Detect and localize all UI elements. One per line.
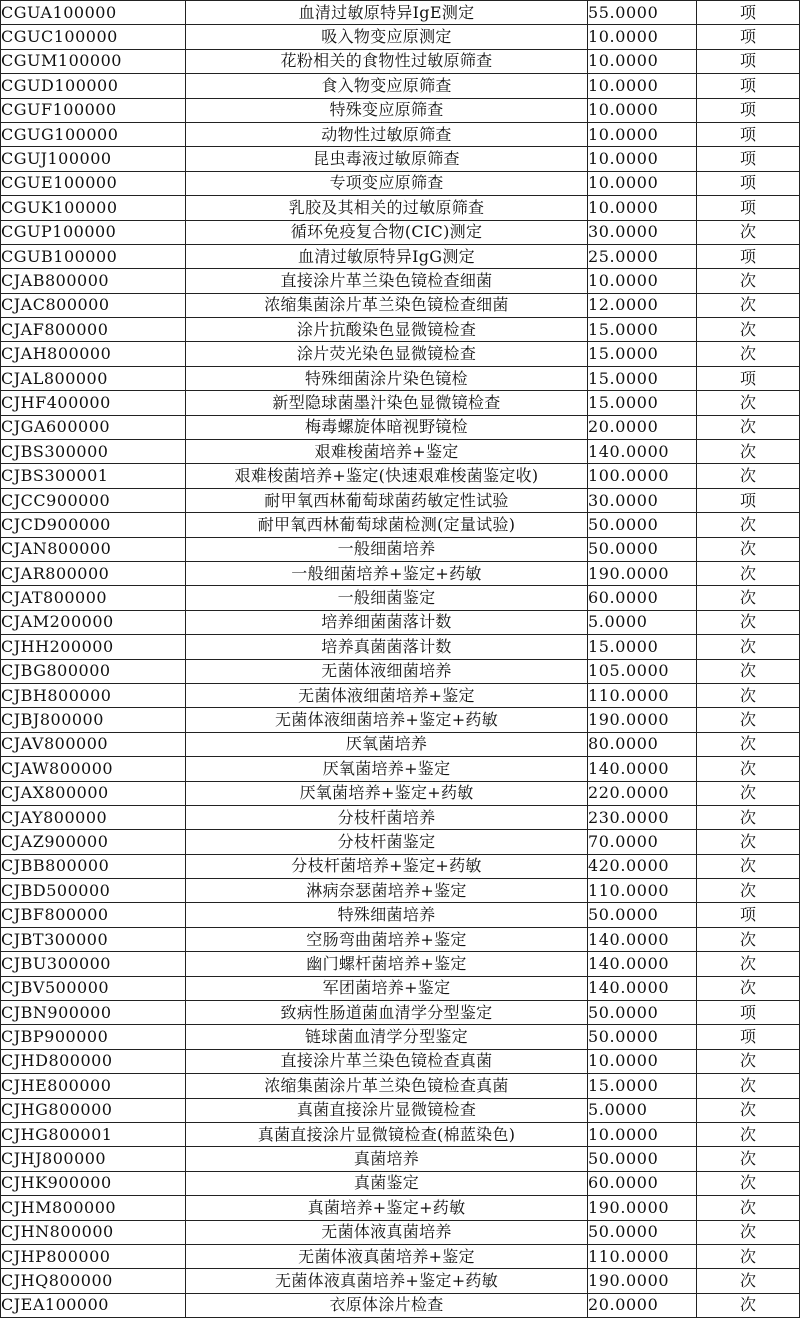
item-code: CJAT800000 — [1, 586, 186, 610]
item-code: CJHM800000 — [1, 1196, 186, 1220]
table-row — [1, 1147, 800, 1171]
item-price: 30.0000 — [588, 488, 697, 512]
table-row — [1, 171, 800, 195]
table-row — [1, 464, 800, 488]
item-code: CJHE800000 — [1, 1074, 186, 1098]
item-name: 真菌培养+鉴定+药敏 — [186, 1196, 588, 1220]
table-row — [1, 1220, 800, 1244]
item-price: 230.0000 — [588, 805, 697, 829]
item-name: 直接涂片革兰染色镜检查细菌 — [186, 269, 588, 293]
item-name: 培养真菌菌落计数 — [186, 635, 588, 659]
item-unit: 项 — [697, 25, 800, 49]
item-price: 15.0000 — [588, 366, 697, 390]
item-name: 特殊细菌涂片染色镜检 — [186, 366, 588, 390]
item-code: CGUF100000 — [1, 98, 186, 122]
item-price: 220.0000 — [588, 781, 697, 805]
table-row — [1, 879, 800, 903]
table-row — [1, 415, 800, 439]
item-unit: 次 — [697, 1171, 800, 1195]
item-code: CJHH200000 — [1, 635, 186, 659]
item-price: 10.0000 — [588, 171, 697, 195]
item-price: 60.0000 — [588, 586, 697, 610]
item-unit: 项 — [697, 74, 800, 98]
item-unit: 项 — [697, 366, 800, 390]
item-price: 80.0000 — [588, 732, 697, 756]
item-name: 专项变应原筛查 — [186, 171, 588, 195]
item-code: CJHG800001 — [1, 1122, 186, 1146]
item-code: CJAW800000 — [1, 757, 186, 781]
item-unit: 次 — [697, 854, 800, 878]
table-row — [1, 1098, 800, 1122]
table-row — [1, 561, 800, 585]
item-unit: 次 — [697, 1049, 800, 1073]
item-name: 幽门螺杆菌培养+鉴定 — [186, 952, 588, 976]
item-name: 无菌体液细菌培养+鉴定 — [186, 683, 588, 707]
item-code: CJHQ800000 — [1, 1269, 186, 1293]
item-price: 12.0000 — [588, 293, 697, 317]
item-unit: 次 — [697, 537, 800, 561]
item-name: 无菌体液真菌培养 — [186, 1220, 588, 1244]
item-name: 培养细菌菌落计数 — [186, 610, 588, 634]
item-price: 140.0000 — [588, 440, 697, 464]
table-row — [1, 269, 800, 293]
item-code: CJAF800000 — [1, 318, 186, 342]
item-unit: 项 — [697, 147, 800, 171]
item-price: 50.0000 — [588, 1001, 697, 1025]
item-unit: 项 — [697, 1, 800, 25]
table-row — [1, 122, 800, 146]
table-row — [1, 927, 800, 951]
item-name: 淋病奈瑟菌培养+鉴定 — [186, 879, 588, 903]
item-price: 140.0000 — [588, 952, 697, 976]
item-price: 105.0000 — [588, 659, 697, 683]
item-price: 190.0000 — [588, 561, 697, 585]
item-name: 一般细菌培养+鉴定+药敏 — [186, 561, 588, 585]
item-code: CJBS300000 — [1, 440, 186, 464]
item-price: 10.0000 — [588, 147, 697, 171]
item-unit: 项 — [697, 1001, 800, 1025]
item-price: 10.0000 — [588, 1049, 697, 1073]
item-name: 食入物变应原筛查 — [186, 74, 588, 98]
item-name: 浓缩集菌涂片革兰染色镜检查细菌 — [186, 293, 588, 317]
item-unit: 次 — [697, 561, 800, 585]
table-row — [1, 25, 800, 49]
item-unit: 次 — [697, 1147, 800, 1171]
item-price: 55.0000 — [588, 1, 697, 25]
item-code: CJBV500000 — [1, 976, 186, 1000]
item-code: CJAB800000 — [1, 269, 186, 293]
item-name: 军团菌培养+鉴定 — [186, 976, 588, 1000]
item-code: CGUC100000 — [1, 25, 186, 49]
table-row — [1, 293, 800, 317]
item-name: 耐甲氧西林葡萄球菌检测(定量试验) — [186, 513, 588, 537]
item-price: 5.0000 — [588, 1098, 697, 1122]
item-name: 真菌培养 — [186, 1147, 588, 1171]
item-code: CJHF400000 — [1, 391, 186, 415]
item-price: 50.0000 — [588, 903, 697, 927]
item-unit: 次 — [697, 269, 800, 293]
item-price: 15.0000 — [588, 318, 697, 342]
item-price: 50.0000 — [588, 1025, 697, 1049]
item-name: 分枝杆菌培养 — [186, 805, 588, 829]
table-row — [1, 1, 800, 25]
item-price: 15.0000 — [588, 391, 697, 415]
item-unit: 次 — [697, 342, 800, 366]
item-code: CJAY800000 — [1, 805, 186, 829]
table-row — [1, 342, 800, 366]
table-row — [1, 610, 800, 634]
item-name: 链球菌血清学分型鉴定 — [186, 1025, 588, 1049]
item-code: CJEA100000 — [1, 1293, 186, 1317]
item-unit: 次 — [697, 952, 800, 976]
table-row — [1, 830, 800, 854]
item-code: CJBD500000 — [1, 879, 186, 903]
item-code: CGUJ100000 — [1, 147, 186, 171]
item-code: CJAZ900000 — [1, 830, 186, 854]
item-price: 10.0000 — [588, 25, 697, 49]
item-unit: 次 — [697, 1098, 800, 1122]
item-code: CGUP100000 — [1, 220, 186, 244]
item-code: CGUE100000 — [1, 171, 186, 195]
table-row — [1, 1171, 800, 1195]
item-code: CJAM200000 — [1, 610, 186, 634]
item-code: CJAL800000 — [1, 366, 186, 390]
table-row — [1, 1001, 800, 1025]
item-name: 新型隐球菌墨汁染色显微镜检查 — [186, 391, 588, 415]
item-name: 艰难梭菌培养+鉴定 — [186, 440, 588, 464]
item-price: 10.0000 — [588, 269, 697, 293]
item-unit: 次 — [697, 830, 800, 854]
table-row — [1, 1244, 800, 1268]
item-unit: 次 — [697, 879, 800, 903]
item-price: 100.0000 — [588, 464, 697, 488]
item-price: 190.0000 — [588, 708, 697, 732]
item-price: 190.0000 — [588, 1196, 697, 1220]
item-code: CJGA600000 — [1, 415, 186, 439]
item-price: 190.0000 — [588, 1269, 697, 1293]
item-unit: 次 — [697, 586, 800, 610]
table-row — [1, 1049, 800, 1073]
table-row — [1, 74, 800, 98]
item-code: CGUD100000 — [1, 74, 186, 98]
item-code: CGUA100000 — [1, 1, 186, 25]
item-price: 70.0000 — [588, 830, 697, 854]
item-name: 梅毒螺旋体暗视野镜检 — [186, 415, 588, 439]
item-name: 血清过敏原特异IgG测定 — [186, 244, 588, 268]
table-row — [1, 1196, 800, 1220]
item-price: 50.0000 — [588, 513, 697, 537]
table-row — [1, 391, 800, 415]
item-price: 25.0000 — [588, 244, 697, 268]
item-price: 140.0000 — [588, 757, 697, 781]
item-name: 浓缩集菌涂片革兰染色镜检查真菌 — [186, 1074, 588, 1098]
item-price: 5.0000 — [588, 610, 697, 634]
item-unit: 项 — [697, 196, 800, 220]
item-unit: 次 — [697, 610, 800, 634]
table-row — [1, 98, 800, 122]
item-code: CGUM100000 — [1, 49, 186, 73]
item-name: 涂片抗酸染色显微镜检查 — [186, 318, 588, 342]
item-price: 10.0000 — [588, 98, 697, 122]
item-name: 一般细菌培养 — [186, 537, 588, 561]
item-price: 10.0000 — [588, 1122, 697, 1146]
item-name: 厌氧菌培养 — [186, 732, 588, 756]
table-row — [1, 537, 800, 561]
item-name: 致病性肠道菌血清学分型鉴定 — [186, 1001, 588, 1025]
item-code: CJCD900000 — [1, 513, 186, 537]
table-row — [1, 220, 800, 244]
item-price: 15.0000 — [588, 1074, 697, 1098]
table-row — [1, 757, 800, 781]
item-price: 20.0000 — [588, 415, 697, 439]
item-name: 无菌体液真菌培养+鉴定+药敏 — [186, 1269, 588, 1293]
item-unit: 项 — [697, 903, 800, 927]
item-name: 特殊变应原筛查 — [186, 98, 588, 122]
item-code: CJHP800000 — [1, 1244, 186, 1268]
table-row — [1, 903, 800, 927]
price-table-body — [1, 1, 800, 1318]
item-code: CJBJ800000 — [1, 708, 186, 732]
item-code: CGUK100000 — [1, 196, 186, 220]
item-name: 真菌直接涂片显微镜检查 — [186, 1098, 588, 1122]
item-unit: 次 — [697, 976, 800, 1000]
item-unit: 次 — [697, 440, 800, 464]
item-price: 110.0000 — [588, 683, 697, 707]
item-code: CJHG800000 — [1, 1098, 186, 1122]
item-code: CJBT300000 — [1, 927, 186, 951]
item-unit: 次 — [697, 683, 800, 707]
item-unit: 次 — [697, 415, 800, 439]
item-price: 50.0000 — [588, 1147, 697, 1171]
item-unit: 次 — [697, 635, 800, 659]
item-unit: 次 — [697, 293, 800, 317]
item-name: 衣原体涂片检查 — [186, 1293, 588, 1317]
item-name: 真菌直接涂片显微镜检查(棉蓝染色) — [186, 1122, 588, 1146]
item-name: 花粉相关的食物性过敏原筛查 — [186, 49, 588, 73]
item-unit: 次 — [697, 464, 800, 488]
item-name: 血清过敏原特异IgE测定 — [186, 1, 588, 25]
item-price: 420.0000 — [588, 854, 697, 878]
item-unit: 次 — [697, 927, 800, 951]
table-row — [1, 1293, 800, 1317]
table-row — [1, 1025, 800, 1049]
item-code: CJHJ800000 — [1, 1147, 186, 1171]
item-price: 10.0000 — [588, 49, 697, 73]
item-price: 30.0000 — [588, 220, 697, 244]
item-unit: 项 — [697, 98, 800, 122]
item-code: CJBF800000 — [1, 903, 186, 927]
item-name: 吸入物变应原测定 — [186, 25, 588, 49]
item-unit: 次 — [697, 1122, 800, 1146]
item-price: 10.0000 — [588, 122, 697, 146]
item-unit: 次 — [697, 513, 800, 537]
item-code: CJBH800000 — [1, 683, 186, 707]
item-name: 无菌体液细菌培养 — [186, 659, 588, 683]
table-row — [1, 318, 800, 342]
item-unit: 次 — [697, 732, 800, 756]
item-name: 厌氧菌培养+鉴定 — [186, 757, 588, 781]
item-name: 空肠弯曲菌培养+鉴定 — [186, 927, 588, 951]
table-row — [1, 196, 800, 220]
table-row — [1, 513, 800, 537]
table-row — [1, 805, 800, 829]
item-unit: 项 — [697, 1025, 800, 1049]
item-name: 分枝杆菌培养+鉴定+药敏 — [186, 854, 588, 878]
item-code: CJAC800000 — [1, 293, 186, 317]
item-unit: 次 — [697, 659, 800, 683]
item-price: 10.0000 — [588, 74, 697, 98]
item-name: 循环免疫复合物(CIC)测定 — [186, 220, 588, 244]
item-unit: 次 — [697, 318, 800, 342]
item-name: 分枝杆菌鉴定 — [186, 830, 588, 854]
table-row — [1, 683, 800, 707]
item-name: 动物性过敏原筛查 — [186, 122, 588, 146]
table-row — [1, 366, 800, 390]
item-code: CJHD800000 — [1, 1049, 186, 1073]
item-name: 乳胶及其相关的过敏原筛查 — [186, 196, 588, 220]
item-price: 50.0000 — [588, 1220, 697, 1244]
table-row — [1, 976, 800, 1000]
table-row — [1, 49, 800, 73]
item-code: CJBP900000 — [1, 1025, 186, 1049]
item-name: 特殊细菌培养 — [186, 903, 588, 927]
table-row — [1, 1122, 800, 1146]
item-unit: 次 — [697, 1220, 800, 1244]
item-code: CJAN800000 — [1, 537, 186, 561]
item-price: 10.0000 — [588, 196, 697, 220]
item-price: 110.0000 — [588, 1244, 697, 1268]
item-code: CJAV800000 — [1, 732, 186, 756]
item-name: 耐甲氧西林葡萄球菌药敏定性试验 — [186, 488, 588, 512]
table-row — [1, 147, 800, 171]
item-name: 真菌鉴定 — [186, 1171, 588, 1195]
item-price: 15.0000 — [588, 635, 697, 659]
table-row — [1, 659, 800, 683]
item-name: 昆虫毒液过敏原筛查 — [186, 147, 588, 171]
item-unit: 项 — [697, 122, 800, 146]
item-unit: 次 — [697, 391, 800, 415]
item-code: CJBU300000 — [1, 952, 186, 976]
item-name: 无菌体液真菌培养+鉴定 — [186, 1244, 588, 1268]
table-row — [1, 488, 800, 512]
item-code: CGUG100000 — [1, 122, 186, 146]
table-row — [1, 781, 800, 805]
item-price: 50.0000 — [588, 537, 697, 561]
table-row — [1, 854, 800, 878]
item-unit: 次 — [697, 708, 800, 732]
table-row — [1, 440, 800, 464]
item-unit: 次 — [697, 1293, 800, 1317]
item-code: CJAX800000 — [1, 781, 186, 805]
item-price: 140.0000 — [588, 976, 697, 1000]
table-row — [1, 1074, 800, 1098]
item-code: CJAH800000 — [1, 342, 186, 366]
item-price: 60.0000 — [588, 1171, 697, 1195]
table-row — [1, 586, 800, 610]
table-row — [1, 244, 800, 268]
item-code: CJHK900000 — [1, 1171, 186, 1195]
item-code: CGUB100000 — [1, 244, 186, 268]
item-unit: 项 — [697, 244, 800, 268]
item-name: 艰难梭菌培养+鉴定(快速艰难梭菌鉴定收) — [186, 464, 588, 488]
table-row — [1, 732, 800, 756]
table-row — [1, 952, 800, 976]
table-row — [1, 635, 800, 659]
item-code: CJCC900000 — [1, 488, 186, 512]
item-unit: 次 — [697, 805, 800, 829]
item-unit: 次 — [697, 757, 800, 781]
item-code: CJAR800000 — [1, 561, 186, 585]
item-unit: 次 — [697, 1074, 800, 1098]
item-unit: 项 — [697, 49, 800, 73]
item-name: 涂片荧光染色显微镜检查 — [186, 342, 588, 366]
item-name: 厌氧菌培养+鉴定+药敏 — [186, 781, 588, 805]
item-unit: 次 — [697, 1244, 800, 1268]
item-unit: 项 — [697, 171, 800, 195]
table-row — [1, 1269, 800, 1293]
item-unit: 次 — [697, 1269, 800, 1293]
item-name: 无菌体液细菌培养+鉴定+药敏 — [186, 708, 588, 732]
item-price: 110.0000 — [588, 879, 697, 903]
table-row — [1, 708, 800, 732]
item-name: 一般细菌鉴定 — [186, 586, 588, 610]
item-price: 15.0000 — [588, 342, 697, 366]
item-unit: 项 — [697, 488, 800, 512]
item-unit: 次 — [697, 1196, 800, 1220]
item-code: CJBG800000 — [1, 659, 186, 683]
item-code: CJBN900000 — [1, 1001, 186, 1025]
item-code: CJBB800000 — [1, 854, 186, 878]
item-price: 140.0000 — [588, 927, 697, 951]
item-name: 直接涂片革兰染色镜检查真菌 — [186, 1049, 588, 1073]
item-unit: 次 — [697, 220, 800, 244]
item-code: CJBS300001 — [1, 464, 186, 488]
item-code: CJHN800000 — [1, 1220, 186, 1244]
item-unit: 次 — [697, 781, 800, 805]
item-price: 20.0000 — [588, 1293, 697, 1317]
